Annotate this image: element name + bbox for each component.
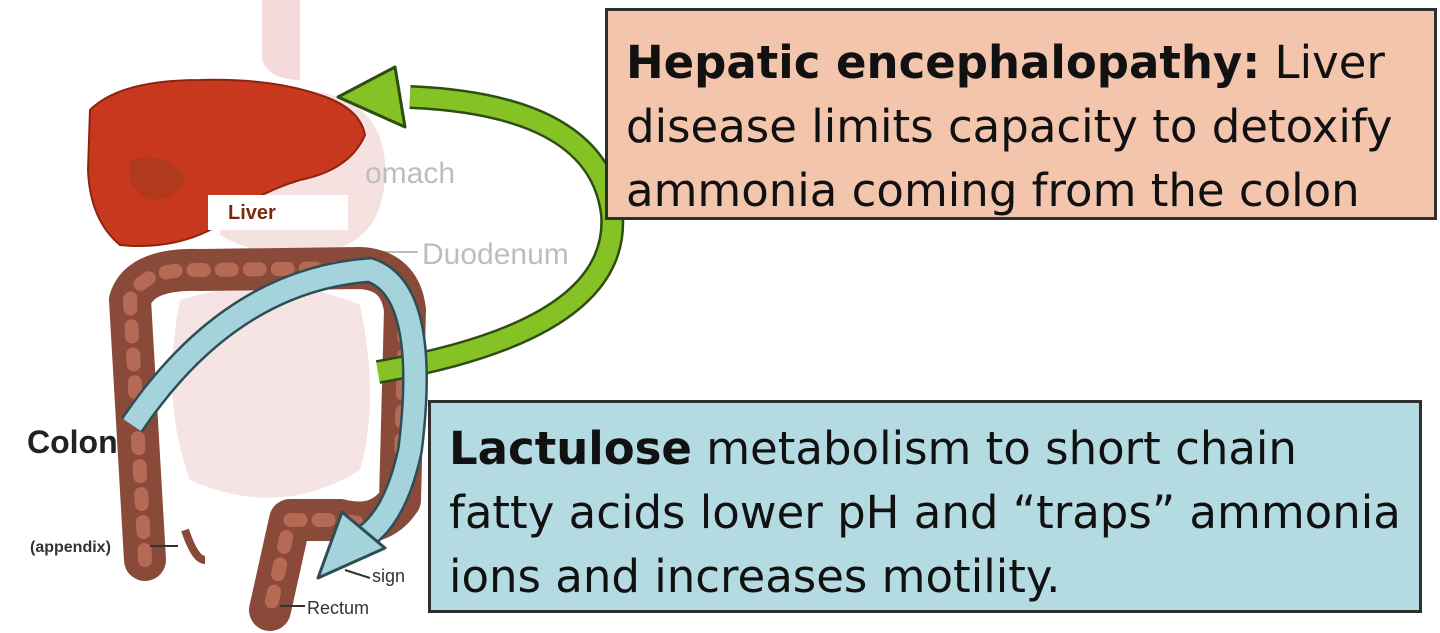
stomach-label: omach [365,157,456,190]
small-intestine [172,286,370,498]
duodenum-label: Duodenum [422,238,569,271]
rectum-label: Rectum [307,598,370,618]
hepatic-encephalopathy-box [605,8,1437,220]
colon-label: Colon [27,424,118,460]
appendix-organ [185,530,205,560]
hepatic-text: Liver disease limits capacity to detoxify ammonia coming from the colon [626,36,1393,217]
hepatic-title: Hepatic encephalopathy: [626,36,1261,89]
liver-label: Liver [228,202,276,224]
sigmoid-label: sign [372,566,406,586]
sigmoid-leader [345,570,370,578]
lactulose-title: Lactulose [449,422,692,475]
appendix-label: (appendix) [30,539,111,556]
esophagus [262,0,300,80]
lactulose-box [428,400,1422,613]
lactulose-text: metabolism to short chain fatty acids lower pH and “traps” ammonia ions and increases motility. [449,422,1401,603]
